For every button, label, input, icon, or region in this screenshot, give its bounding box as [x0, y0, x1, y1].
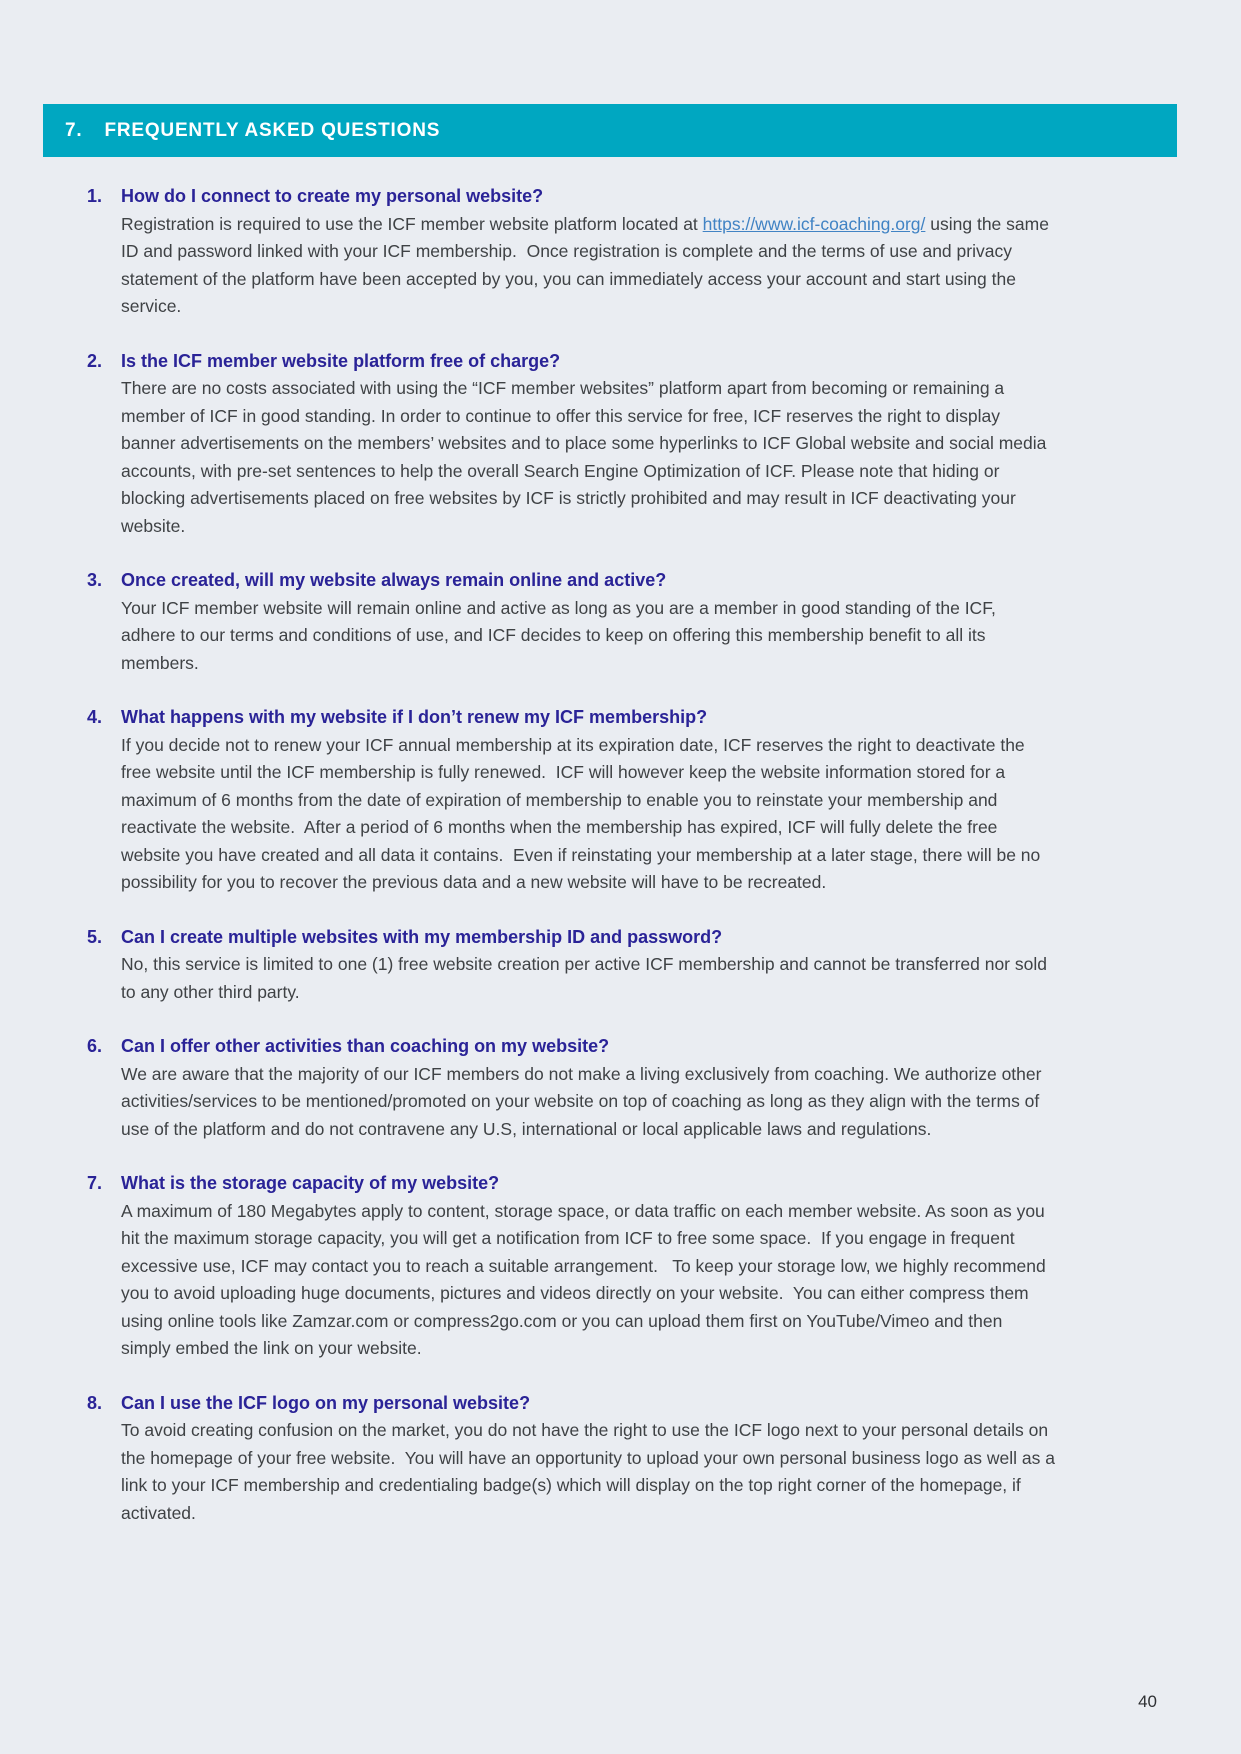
faq-item-2: [87, 348, 1055, 541]
faq-answer: [121, 211, 1055, 321]
faq-question: Can I use the ICF logo on my personal website?: [121, 1392, 531, 1413]
faq-question: What happens with my website if I don’t renew my ICF membership?: [121, 707, 708, 727]
faq-list: [87, 183, 1060, 1554]
faq-item-7: [87, 1170, 1055, 1363]
faq-answer: There are no costs associated with using the “ICF member websites” platform apart from becoming or remaining a member of ICF in good standing. In order to continue to offer this service for free, ICF reserves the right to display banner advertisements on the members’ websites and to place some hyperlinks to ICF Global website and social media accounts, with pre-set sentences to help the overall Search Engine Optimization of ICF. Please note that hiding or blocking advertisements placed on free websites by ICF is strictly prohibited and may result in ICF deactivating your website.: [121, 378, 1052, 536]
page-number: 40: [1138, 1692, 1157, 1711]
faq-answer: If you decide not to renew your ICF annual membership at its expiration date, ICF reserves the right to deactivate the free website until the ICF membership is fully renewed. ICF will however keep the website information stored for a maximum of 6 months from the date of expiration of membership to enable you to reinstate your membership and reactivate the website. After a period of 6 months when the membership has expired, ICF will fully delete the free website you have created and all data it contains. Even if reinstating your membership at a later stage, there will be no possibility for you to recover the previous data and a new website will have to be recreated.: [121, 734, 1046, 892]
faq-question: Can I create multiple websites with my membership ID and password?: [121, 926, 723, 947]
faq-question: Is the ICF member website platform free of charge?: [121, 350, 561, 371]
faq-answer-text-pre: Registration is required to use the ICF member website platform located at: [121, 213, 703, 234]
faq-item-body: [121, 183, 1055, 321]
faq-item-body: [121, 1033, 1055, 1143]
faq-item-number: 1.: [87, 186, 103, 206]
faq-item-6: [87, 1033, 1055, 1143]
faq-answer: Your ICF member website will remain online and active as long as you are a member in good standing of the ICF, adhere to our terms and conditions of use, and ICF decides to keep on offering this membership benefit to all its members.: [121, 597, 1001, 673]
faq-item-5: [87, 924, 1055, 1007]
faq-answer: We are aware that the majority of our ICF members do not make a living exclusively from coaching. We authorize other activities/services to be mentioned/promoted on your website on top of coaching as long as they align with the terms of use of the platform and do not contravene any U.S, international or local applicable laws and regulations.: [121, 1063, 1047, 1139]
faq-item-body: [121, 348, 1055, 541]
faq-item-number: 2.: [87, 350, 103, 371]
faq-question: How do I connect to create my personal website?: [121, 186, 544, 206]
faq-item-4: [87, 704, 1055, 897]
faq-item-1: [87, 183, 1055, 321]
faq-item-number: 3.: [87, 570, 103, 590]
faq-answer-text-post: using the same ID and password linked with your ICF membership. Once registration is complete and the terms of use and privacy statement of the platform have been accepted by you, you can immediately access your account and start using the service.: [121, 213, 1054, 316]
faq-item-number: 4.: [87, 707, 103, 727]
faq-question: What is the storage capacity of my website?: [121, 1173, 500, 1193]
faq-item-number: 8.: [87, 1392, 103, 1413]
faq-question: Once created, will my website always remain online and active?: [121, 570, 667, 590]
faq-item-body: [121, 924, 1055, 1007]
section-header-bar: [43, 104, 1177, 157]
faq-answer: A maximum of 180 Megabytes apply to content, storage space, or data traffic on each member website. As soon as you hit the maximum storage capacity, you will get a notification from ICF to free some space. If you engage in frequent excessive use, ICF may contact you to reach a suitable arrangement. To keep your storage low, we highly recommend you to avoid uploading huge documents, pictures and videos directly on your website. You can either compress them using online tools like Zamzar.com or compress2go.com or you can upload them first on YouTube/Vimeo and then simply embed the link on your website.: [121, 1200, 1051, 1358]
faq-item-body: [121, 1170, 1055, 1363]
faq-item-number: 7.: [87, 1173, 103, 1193]
faq-item-number: 6.: [87, 1036, 103, 1056]
faq-answer: To avoid creating confusion on the market, you do not have the right to use the ICF logo next to your personal details on the homepage of your free website. You will have an opportunity to upload your own personal business logo as well as a link to your ICF membership and credentialing badge(s) which will display on the top right corner of the homepage, if activated.: [121, 1420, 1060, 1523]
faq-item-3: [87, 567, 1055, 677]
faq-answer: No, this service is limited to one (1) free website creation per active ICF membership and cannot be transferred nor sold to any other third party.: [121, 954, 1052, 1002]
faq-question: Can I offer other activities than coaching on my website?: [121, 1036, 610, 1056]
faq-item-number: 5.: [87, 926, 103, 947]
faq-item-8: [87, 1390, 1060, 1528]
faq-item-body: [121, 567, 1055, 677]
faq-item-body: [121, 1390, 1060, 1528]
faq-item-body: [121, 704, 1055, 897]
section-title: FREQUENTLY ASKED QUESTIONS: [104, 119, 441, 141]
section-number: 7.: [65, 119, 83, 141]
icf-coaching-link[interactable]: https://www.icf-coaching.org/: [702, 213, 926, 234]
